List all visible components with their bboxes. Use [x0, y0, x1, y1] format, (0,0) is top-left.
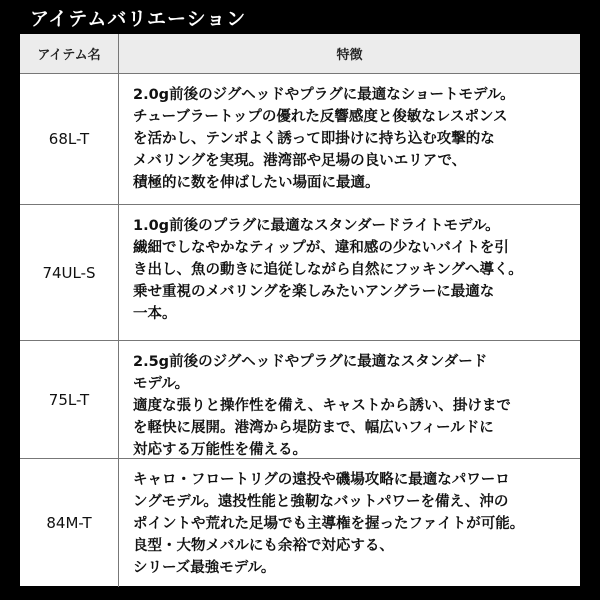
- feature-line: 適度な張りと操作性を備え、キャストから誘い、掛けまで: [133, 398, 511, 414]
- feature-line: メバリングを実現。港湾部や足場の良いエリアで、: [133, 153, 467, 169]
- item-name-cell: 68L-T: [20, 74, 119, 204]
- feature-line: チューブラートップの優れた反響感度と俊敏なレスポンス: [133, 109, 508, 125]
- feature-line: 乗せ重視のメバリングを楽しみたいアングラーに最適な: [133, 284, 495, 300]
- feature-line: 2.5g前後のジグヘッドやプラグに最適なスタンダード: [133, 354, 488, 370]
- table-header: [20, 34, 580, 74]
- feature-cell: [119, 341, 580, 458]
- feature-line: モデル。: [133, 376, 190, 392]
- feature-line: ポイントや荒れた足場でも主導権を握ったファイトが可能。: [133, 516, 525, 532]
- item-name-cell: 75L-T: [20, 341, 119, 458]
- feature-line: ングモデル。遠投性能と強靭なバットパワーを備え、沖の: [133, 494, 509, 510]
- feature-line: き出し、魚の動きに追従しながら自然にフッキングへ導く。: [133, 262, 523, 278]
- feature-line: 積極的に数を伸ばしたい場面に最適。: [133, 175, 380, 191]
- feature-cell: [119, 459, 580, 587]
- feature-line: 一本。: [133, 306, 177, 322]
- feature-line: を活かし、テンポよく誘って即掛けに持ち込む攻撃的な: [133, 131, 495, 147]
- feature-line: 1.0g前後のプラグに最適なスタンダードライトモデル。: [133, 218, 500, 234]
- feature-line: 良型・大物メバルにも余裕で対応する、: [133, 538, 394, 554]
- item-variation-table: [20, 34, 580, 586]
- feature-line: キャロ・フロートリグの遠投や磯場攻略に最適なパワーロ: [133, 472, 510, 488]
- item-name-cell: 84M-T: [20, 459, 119, 587]
- feature-line: 対応する万能性を備える。: [133, 442, 307, 458]
- feature-cell: [119, 74, 580, 204]
- table-row: [20, 341, 580, 459]
- header-feature: 特徴: [336, 48, 363, 63]
- table-row: [20, 205, 580, 341]
- feature-line: 2.0g前後のジグヘッドやプラグに最適なショートモデル。: [133, 87, 515, 103]
- item-name-cell: 74UL-S: [20, 205, 119, 340]
- table-row: [20, 459, 580, 587]
- feature-line: シリーズ最強モデル。: [133, 560, 276, 576]
- feature-cell: [119, 205, 580, 340]
- feature-line: を軽快に展開。港湾から堤防まで、幅広いフィールドに: [133, 420, 494, 436]
- header-item-name: アイテム名: [20, 34, 119, 73]
- table-row: [20, 74, 580, 205]
- feature-line: 繊細でしなやかなティップが、違和感の少ないバイトを引: [133, 240, 509, 256]
- page-title: アイテムバリエーション: [0, 0, 600, 34]
